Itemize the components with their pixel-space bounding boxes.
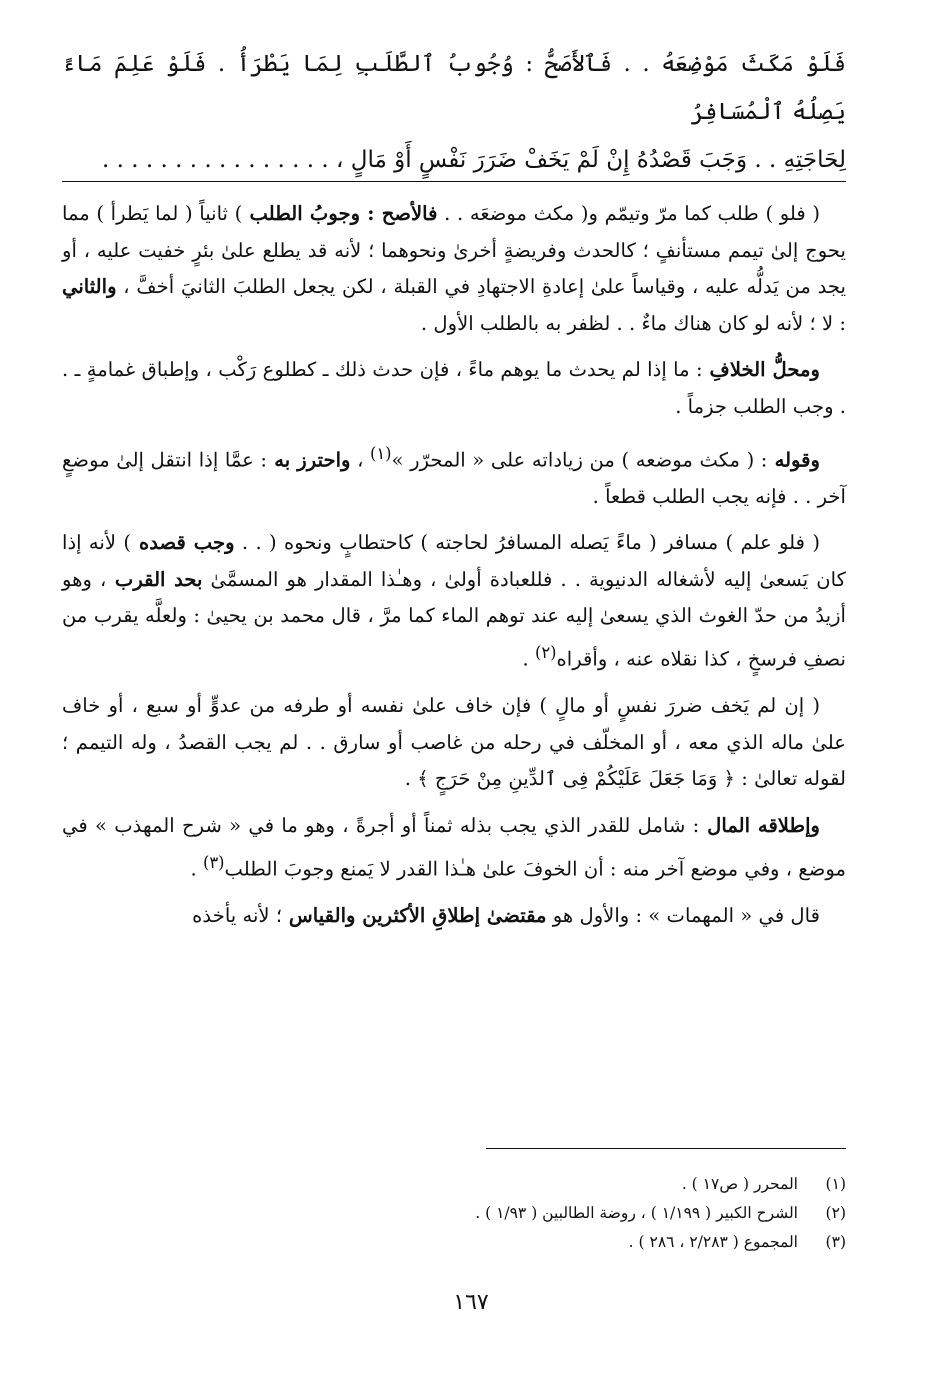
footnote-number: (١) xyxy=(825,1175,846,1193)
bold-term: والثاني xyxy=(62,275,117,299)
quran-quote: ﴿ وَمَا جَعَلَ عَلَيْكُمْ فِى ٱلدِّينِ مِنْ حَرَجٍ ﴾ xyxy=(417,767,736,791)
bold-term: وقوله xyxy=(767,448,821,472)
text-run: ( فلو ) طلب كما مرّ وتيمّم و( مكث موضعَه . . xyxy=(437,202,821,225)
commentary-paragraph-1 xyxy=(62,196,846,342)
commentary-paragraph-5 xyxy=(62,688,846,798)
text-run: ) ثانياً ( لما يَطرأ ) مما يحوج إلىٰ تيمم مستأنفٍ ؛ كالحدث وفريضةٍ أخرىٰ ونحوهما ؛ لأنه قد يطلع علىٰ بئرٍ خفيت عليه ، أو يجد من يَدلُّه عليه ، وقياساً علىٰ إعادةِ الاجتهادِ في القبلة ، لكن يجعل الطلبَ الثانيَ أخفَّ ، xyxy=(62,202,846,299)
matn-divider xyxy=(62,181,846,182)
commentary-paragraph-3 xyxy=(62,436,846,516)
bold-term: وجب قصده xyxy=(131,531,235,555)
text-run: : ما إذا لم يحدث ما يوهم ماءً ، فإن حدث ذلك ـ كطلوع رَكْب ، وإطباق غمامةٍ ـ . . وجب الطلب جزماً . xyxy=(62,358,846,418)
footnote-ref-3: (٣) xyxy=(202,852,225,872)
footnote-text: الشرح الكبير ( ١/١٩٩ ) ، روضة الطالبين ( ١/٩٣ ) . xyxy=(475,1204,798,1222)
footnote-ref-1: (١) xyxy=(369,443,392,463)
text-run: : لا ؛ لأنه لو كان هناك ماءٌ . . لظفر به بالطلب الأول . xyxy=(420,311,846,335)
text-run: . xyxy=(522,647,535,671)
bold-term: بحد القرب xyxy=(106,567,203,591)
footnote-item xyxy=(62,1228,846,1257)
bold-term: ومحلُّ الخلافِ xyxy=(702,358,820,382)
text-run: . xyxy=(404,767,418,791)
footnote-item xyxy=(62,1170,846,1199)
commentary-paragraph-7 xyxy=(62,898,846,935)
text-run: ( فلو علم ) مسافر ( ماءً يَصله المسافرُ لحاجته ) كاحتطابٍ ونحوه ( . . xyxy=(234,531,820,555)
footnote-text: المحرر ( ص١٧ ) . xyxy=(681,1175,798,1193)
footnote-ref-2: (٢) xyxy=(534,643,557,663)
text-run: ؛ لأنه يأخذه xyxy=(192,903,283,927)
bold-term: واحترز به xyxy=(267,448,351,472)
commentary xyxy=(62,196,846,944)
matn-line-1: فَلَوْ مَكَثَ مَوْضِعَهُ . . فَٱلأَصَحُّ : وُجُوبُ ٱلطَّلَبِ لِمَا يَطْرَأُ . فَلَوْ عَلِمَ مَاءً يَصِلُهُ ٱلْمُسَافِرُ xyxy=(62,51,846,125)
matn-text xyxy=(62,40,846,184)
footnote-text: المجموع ( ٢/٢٨٣ ، ٢٨٦ ) . xyxy=(628,1233,798,1251)
footnote-divider xyxy=(486,1148,846,1149)
matn-ellipsis: . . . . . . . . . . . . . . . . xyxy=(102,147,329,173)
commentary-paragraph-4 xyxy=(62,525,846,678)
commentary-paragraph-6 xyxy=(62,808,846,888)
footnote-item xyxy=(62,1199,846,1228)
text-run: قال في « المهمات » : والأول هو xyxy=(546,903,820,927)
bold-term: وإطلاقه المال xyxy=(699,813,820,837)
matn-line-2-text: لِحَاجَتِهِ . . وَجَبَ قَصْدُهُ إِنْ لَمْ يَخَفْ ضَرَرَ نَفْسٍ أَوْ مَالٍ ، xyxy=(336,147,846,173)
footnote-number: (٢) xyxy=(825,1204,846,1222)
footnote-number: (٣) xyxy=(825,1233,846,1251)
matn-line-2 xyxy=(62,136,846,184)
text-run: . xyxy=(190,857,203,881)
commentary-paragraph-2 xyxy=(62,352,846,425)
text-run: ( إن لم يَخف ضررَ نفسٍ أو مالٍ ) فإن خاف علىٰ نفسه أو طرفه من عدوٍّ أو سبع ، أو خاف علىٰ ماله الذي معه ، أو المخلّف في رحله من غاصب أو سارق . . لم يجب القصدُ ، وله التيمم ؛ لقوله تعالىٰ : xyxy=(62,694,846,791)
bold-term: مقتضىٰ إطلاقِ الأكثرين والقياس xyxy=(282,903,547,927)
bold-term: فالأصح : وجوبُ الطلب xyxy=(242,202,438,225)
text-run: ، xyxy=(350,448,370,472)
text-run: ) لأنه إذا كان يَسعىٰ إليه لأشغاله الدنيوية . . فللعبادة أولىٰ ، وهـٰذا المقدار هو المسمَّىٰ xyxy=(62,531,846,591)
text-run: ، وهو أزيدُ من حدّ الغوث الذي يسعىٰ إليه عند توهم الماء كما مرَّ ، قال محمد بن يحيىٰ : ولعلَّه يقرب من نصفِ فرسخٍ ، كذا نقلاه عنه ، وأقراه xyxy=(62,567,846,671)
footnotes xyxy=(62,1170,846,1257)
text-run: : عمَّا إذا انتقل إلىٰ موضعٍ آخر . . فإنه يجب الطلب قطعاً . xyxy=(62,448,846,508)
page-number: ١٦٧ xyxy=(453,1290,489,1315)
text-run: : شامل للقدر الذي يجب بذله ثمناً أو أجرةً ، وهو ما في « شرح المهذب » في موضع ، وفي موضع آخر منه : أن الخوفَ علىٰ هـٰذا القدر لا يَمنع وجوبَ الطلب xyxy=(62,813,846,881)
text-run: : ( مكث موضعه ) من زياداته على « المحرّر » xyxy=(391,448,768,472)
